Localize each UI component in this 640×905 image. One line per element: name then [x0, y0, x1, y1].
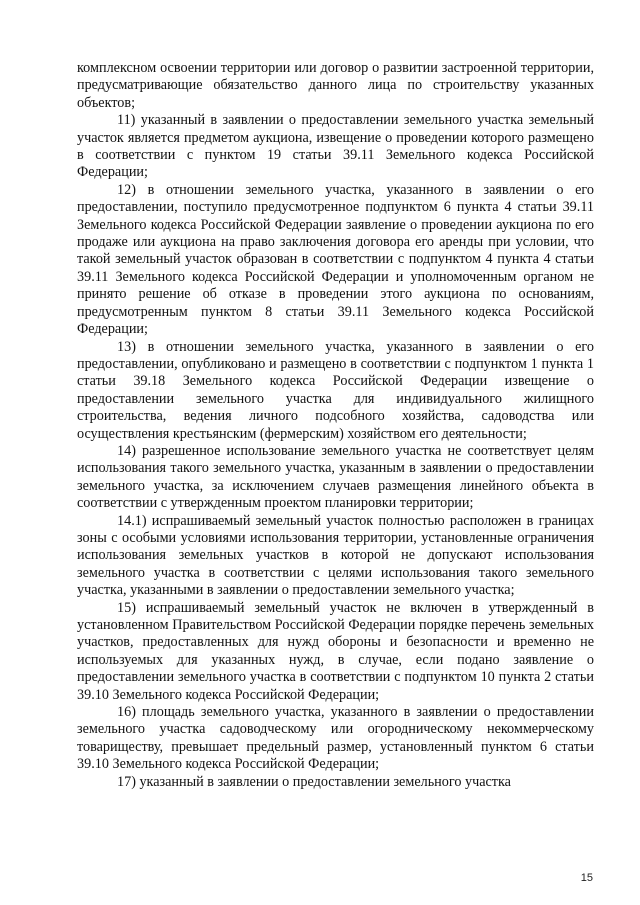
page-number: 15	[580, 872, 593, 884]
paragraph-item-12: 12) в отношении земельного участка, указанного в заявлении о его предоставлении, поступило предусмотренное подпунктом 6 пункта 4 статьи 39.11 Земельного кодекса Российской Федерации заявление о проведении аукциона по его продаже или аукциона на право заключения договора его аренды при условии, что такой земельный участок образован в соответствии с подпунктом 4 пункта 4 статьи 39.11 Земельного кодекса Российской Федерации и уполномоченным органом не принято решение об отказе в проведении этого аукциона по основаниям, предусмотренным пунктом 8 статьи 39.11 Земельного кодекса Российской Федерации;	[77, 181, 594, 338]
paragraph-item-11: 11) указанный в заявлении о предоставлении земельного участка земельный участок является предметом аукциона, извещение о проведении которого размещено в соответствии с пунктом 19 статьи 39.11 Земельного кодекса Российской Федерации;	[77, 112, 594, 181]
paragraph-continuation: комплексном освоении территории или договор о развитии застроенной территории, предусматривающие обязательство данного лица по строительству указанных объектов;	[77, 60, 594, 111]
paragraph-item-15: 15) испрашиваемый земельный участок не включен в утвержденный в установленном Правительством Российской Федерации порядке перечень земельных участков, предоставленных для нужд обороны и безопасности и временно не используемых для указанных нужд, в случае, если подано заявление о предоставлении земельного участка в соответствии с подпунктом 10 пункта 2 статьи 39.10 Земельного кодекса Российской Федерации;	[77, 599, 594, 703]
document-body	[77, 60, 594, 791]
paragraph-item-13: 13) в отношении земельного участка, указанного в заявлении о его предоставлении, опубликовано и размещено в соответствии с подпунктом 1 пункта 1 статьи 39.18 Земельного кодекса Российской Федерации извещение о предоставлении земельного участка для индивидуального жилищного строительства, ведения личного подсобного хозяйства, садоводства или осуществления крестьянским (фермерским) хозяйством его деятельности;	[77, 338, 594, 442]
paragraph-item-17: 17) указанный в заявлении о предоставлении земельного участка	[117, 773, 511, 790]
paragraph-item-16: 16) площадь земельного участка, указанного в заявлении о предоставлении земельного участка садоводческому или огородническому некоммерческому товариществу, превышает предельный размер, установленный пунктом 6 статьи 39.10 Земельного кодекса Российской Федерации;	[77, 704, 594, 773]
paragraph-item-14: 14) разрешенное использование земельного участка не соответствует целям использования такого земельного участка, указанным в заявлении о предоставлении земельного участка, за исключением случаев размещения линейного объекта в соответствии с утвержденным проектом планировки территории;	[77, 442, 594, 512]
paragraph-item-14-1: 14.1) испрашиваемый земельный участок полностью расположен в границах зоны с особыми условиями использования территории, установленные ограничения использования земельных участков в которой не допускают использования земельного участка в соответствии с целями использования такого земельного участка, указанными в заявлении о предоставлении земельного участка;	[77, 512, 594, 599]
